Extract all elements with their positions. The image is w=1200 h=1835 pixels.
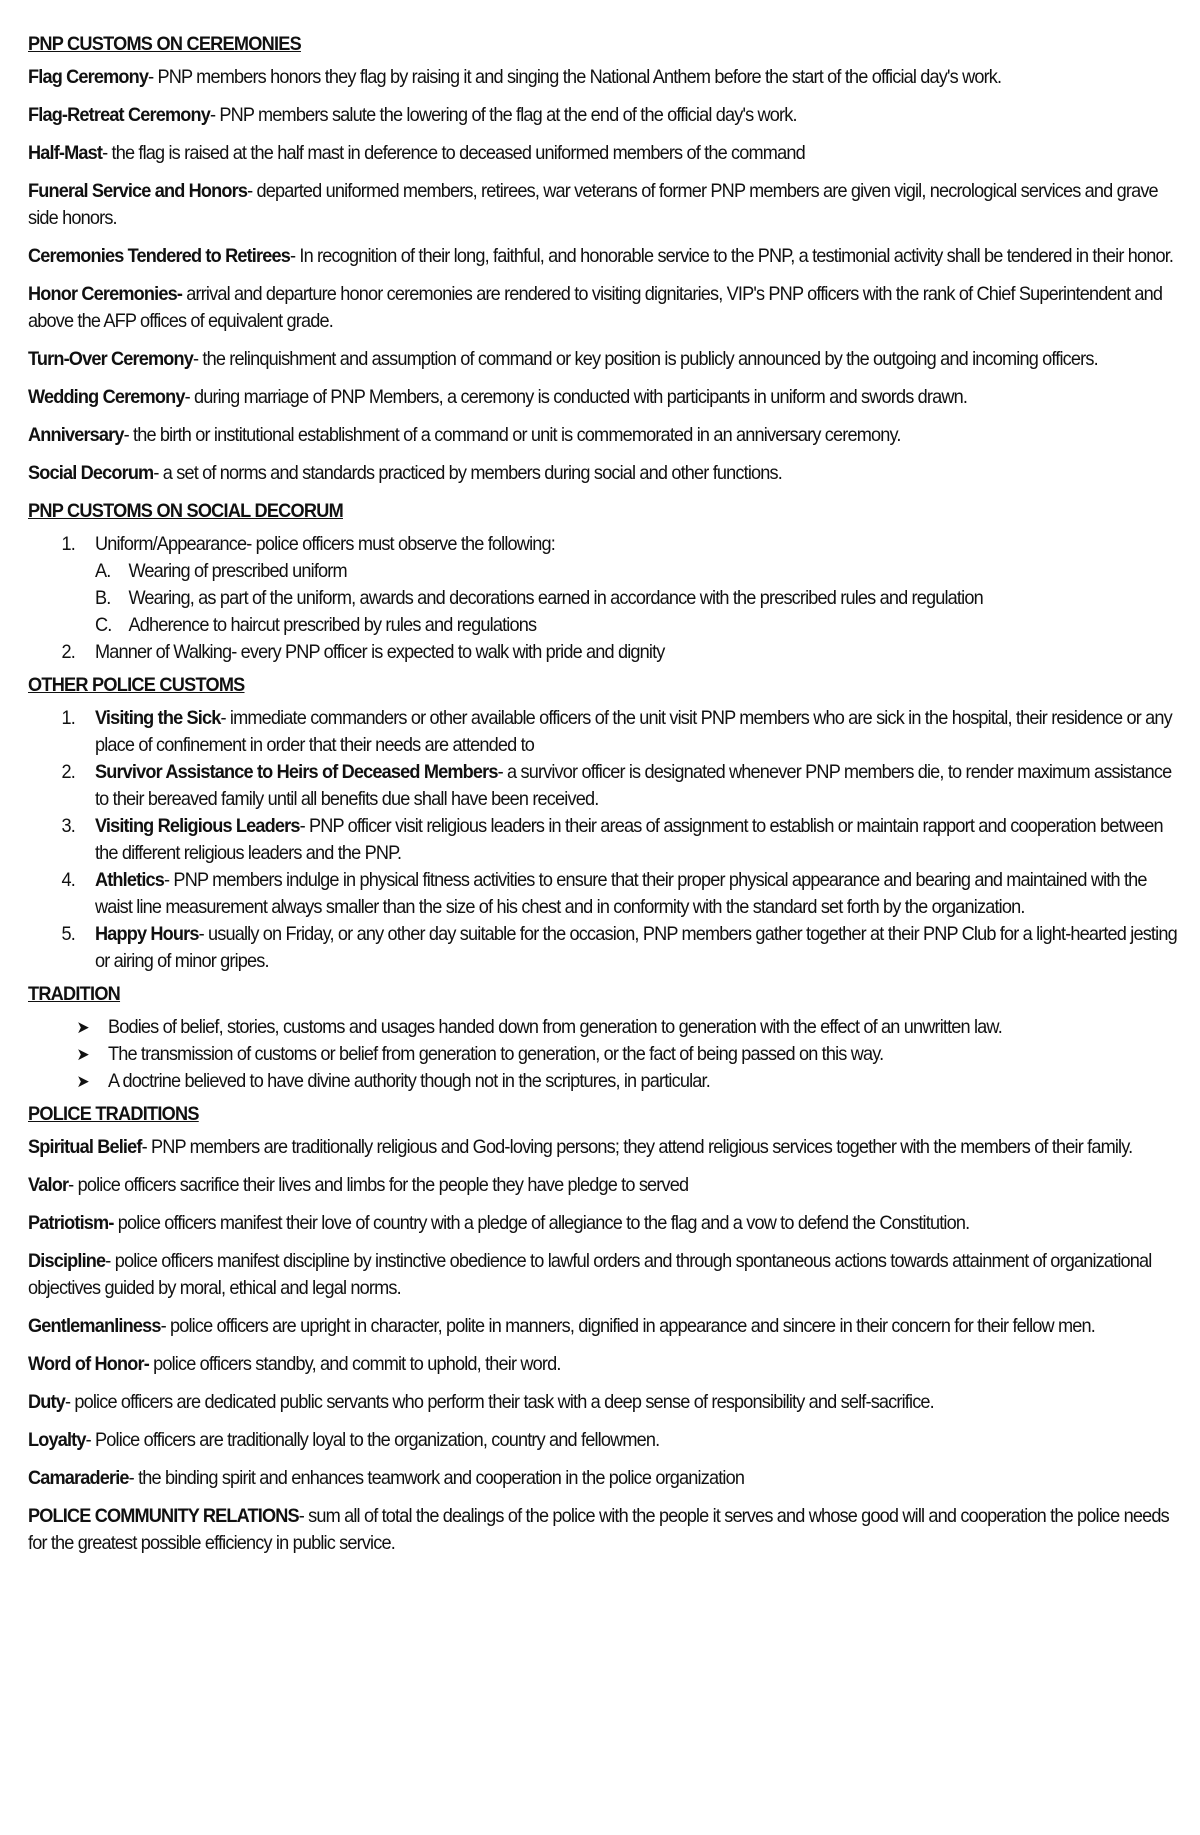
sublist-letter: A. — [94, 560, 111, 582]
entry-term: Valor — [28, 1174, 69, 1196]
ceremony-entry — [28, 281, 1180, 335]
bullet-item — [28, 1041, 1180, 1068]
entry-description: - immediate commanders or other available officers of the unit visit PNP members who are sick in the hospital, their residence or any place of confinement in order that their needs are attended to — [94, 707, 1172, 756]
entry-term: Survivor Assistance to Heirs of Deceased Members — [94, 761, 498, 783]
entry-term: Gentlemanliness — [28, 1315, 161, 1337]
entry-term: Turn-Over Ceremony — [28, 348, 193, 370]
bullet-item — [28, 1014, 1180, 1041]
section-heading-police-traditions: POLICE TRADITIONS — [28, 1103, 199, 1125]
list-number: 2. — [61, 761, 75, 783]
sublist-item-text: Wearing, as part of the uniform, awards and decorations earned in accordance with the prescribed rules and regulation — [128, 587, 983, 609]
list-number: 1. — [61, 707, 75, 729]
entry-term: Social Decorum — [28, 462, 154, 484]
entry-term: Camaraderie — [28, 1467, 129, 1489]
entry-term: Word of Honor- — [28, 1353, 149, 1375]
entry-term: Funeral Service and Honors — [28, 180, 248, 202]
entry-term: Flag-Retreat Ceremony — [28, 104, 210, 126]
entry-description: - PNP members honors they flag by raising it and singing the National Anthem before the start of the official day's work. — [148, 66, 1002, 88]
tradition-entry — [28, 1427, 1180, 1454]
entry-description: - PNP members indulge in physical fitness activities to ensure that their proper physical appearance and bearing and maintained with the waist line measurement always smaller than the size of his chest and in conformity with the standard set forth by the organization. — [94, 869, 1147, 918]
list-item — [28, 639, 1180, 666]
entry-description: - the flag is raised at the half mast in deference to deceased uniformed members of the command — [102, 142, 805, 164]
tradition-entry — [28, 1210, 1180, 1237]
sublist-item-text: Wearing of prescribed uniform — [128, 560, 347, 582]
bullet-item-text: The transmission of customs or belief from generation to generation, or the fact of being passed on this way. — [107, 1043, 884, 1065]
bullet-item-text: A doctrine believed to have divine authority though not in the scriptures, in particular. — [107, 1070, 710, 1092]
entry-term: Discipline — [28, 1250, 106, 1272]
list-item — [28, 759, 1180, 813]
entry-term: Spiritual Belief — [28, 1136, 142, 1158]
list-number: 2. — [61, 641, 75, 663]
sublist-item — [95, 612, 1180, 639]
ceremony-entry — [28, 346, 1180, 373]
entry-term: Wedding Ceremony — [28, 386, 185, 408]
list-number: 4. — [61, 869, 75, 891]
tradition-entry — [28, 1503, 1180, 1557]
tradition-entry — [28, 1313, 1180, 1340]
entry-description: - In recognition of their long, faithful, and honorable service to the PNP, a testimonial activity shall be tendered in their honor. — [289, 245, 1174, 267]
sublist-letter: B. — [94, 587, 111, 609]
entry-description: - PNP officer visit religious leaders in their areas of assignment to establish or maintain rapport and cooperation between the different religious leaders and the PNP. — [94, 815, 1163, 864]
bullet-item-text: Bodies of belief, stories, customs and usages handed down from generation to generation with the effect of an unwritten law. — [107, 1016, 1002, 1038]
list-number: 1. — [61, 533, 75, 555]
bullet-item — [28, 1068, 1180, 1095]
ceremony-entry — [28, 140, 1180, 167]
entry-description: police officers manifest their love of country with a pledge of allegiance to the flag and a vow to defend the Constitution. — [113, 1212, 970, 1234]
arrowhead-bullet-icon: ➤ — [76, 1018, 89, 1037]
sublist-letter: C. — [94, 614, 112, 636]
list-item — [28, 531, 1180, 639]
tradition-entry — [28, 1351, 1180, 1378]
ceremony-entry — [28, 64, 1180, 91]
entry-description: - the birth or institutional establishment of a command or unit is commemorated in an anniversary ceremony. — [123, 424, 901, 446]
entry-description: - PNP members are traditionally religious and God-loving persons; they attend religious services together with the members of their family. — [141, 1136, 1133, 1158]
entry-term: Duty — [28, 1391, 65, 1413]
ceremony-entry — [28, 460, 1180, 487]
entry-term: POLICE COMMUNITY RELATIONS — [28, 1505, 299, 1527]
entry-description: - a set of norms and standards practiced by members during social and other functions. — [153, 462, 782, 484]
sublist-item-text: Adherence to haircut prescribed by rules and regulations — [128, 614, 537, 636]
entry-description: - police officers are upright in character, polite in manners, dignified in appearance and sincere in their concern for their fellow men. — [160, 1315, 1095, 1337]
entry-term: Patriotism- — [28, 1212, 114, 1234]
entry-term: Half-Mast — [28, 142, 103, 164]
tradition-list — [28, 1014, 1180, 1095]
ceremony-entry — [28, 178, 1180, 232]
ceremony-entry — [28, 422, 1180, 449]
sublist-item — [95, 558, 1180, 585]
entry-description: - usually on Friday, or any other day suitable for the occasion, PNP members gather together at their PNP Club for a light-hearted jesting or airing of minor gripes. — [94, 923, 1177, 972]
list-item-text: Manner of Walking- every PNP officer is expected to walk with pride and dignity — [94, 641, 665, 663]
entry-term: Visiting the Sick — [94, 707, 221, 729]
entry-term: Athletics — [94, 869, 165, 891]
entry-description: - police officers sacrifice their lives and limbs for the people they have pledge to served — [68, 1174, 689, 1196]
entry-description: - police officers manifest discipline by instinctive obedience to lawful orders and through spontaneous actions towards attainment of organizational objectives guided by moral, ethical and legal norms. — [28, 1250, 1152, 1299]
tradition-entry — [28, 1389, 1180, 1416]
list-item — [28, 921, 1180, 975]
entry-description: arrival and departure honor ceremonies are rendered to visiting dignitaries, VIP's PNP officers with the rank of Chief Superintendent and above the AFP offices of equivalent grade. — [28, 283, 1163, 332]
entry-term: Visiting Religious Leaders — [94, 815, 300, 837]
entry-description: - a survivor officer is designated whenever PNP members die, to render maximum assistance to their bereaved family until all benefits due shall have been received. — [94, 761, 1172, 810]
entry-description: - the relinquishment and assumption of command or key position is publicly announced by the outgoing and incoming officers. — [192, 348, 1098, 370]
list-item — [28, 867, 1180, 921]
document-page — [28, 0, 1180, 1557]
sublist-item — [95, 585, 1180, 612]
ceremony-entry — [28, 243, 1180, 270]
entry-description: - PNP members salute the lowering of the flag at the end of the official day's work. — [209, 104, 797, 126]
list-item — [28, 705, 1180, 759]
arrowhead-bullet-icon: ➤ — [76, 1045, 89, 1064]
entry-description: - sum all of total the dealings of the police with the people it serves and whose good will and cooperation the police needs for the greatest possible efficiency in public service. — [28, 1505, 1169, 1554]
entry-description: police officers standby, and commit to uphold, their word. — [148, 1353, 561, 1375]
list-item — [28, 813, 1180, 867]
entry-description: - police officers are dedicated public servants who perform their task with a deep sense of responsibility and self-sacrifice. — [64, 1391, 934, 1413]
other-customs-list — [28, 705, 1180, 975]
uniform-sublist — [95, 558, 1180, 639]
section-heading-tradition: TRADITION — [28, 983, 121, 1005]
tradition-entry — [28, 1465, 1180, 1492]
section-heading-other-customs: OTHER POLICE CUSTOMS — [28, 674, 245, 696]
list-number: 3. — [61, 815, 75, 837]
list-number: 5. — [61, 923, 75, 945]
entry-term: Loyalty — [28, 1429, 86, 1451]
ceremony-entry — [28, 102, 1180, 129]
entry-term: Ceremonies Tendered to Retirees — [28, 245, 290, 267]
list-item-text: Uniform/Appearance- police officers must observe the following: — [94, 533, 555, 555]
entry-description: - during marriage of PNP Members, a ceremony is conducted with participants in uniform and swords drawn. — [184, 386, 968, 408]
entry-term: Flag Ceremony — [28, 66, 149, 88]
entry-description: - the binding spirit and enhances teamwork and cooperation in the police organization — [128, 1467, 745, 1489]
entry-description: - Police officers are traditionally loyal to the organization, country and fellowmen. — [85, 1429, 660, 1451]
entry-term: Honor Ceremonies- — [28, 283, 183, 305]
section-heading-social-decorum: PNP CUSTOMS ON SOCIAL DECORUM — [28, 500, 343, 522]
ceremony-entry — [28, 384, 1180, 411]
tradition-entry — [28, 1172, 1180, 1199]
tradition-entry — [28, 1248, 1180, 1302]
section-heading-ceremonies: PNP CUSTOMS ON CEREMONIES — [28, 33, 301, 55]
social-decorum-list — [28, 531, 1180, 666]
entry-term: Happy Hours — [94, 923, 199, 945]
arrowhead-bullet-icon: ➤ — [76, 1072, 89, 1091]
entry-description: - departed uniformed members, retirees, war veterans of former PNP members are given vigil, necrological services and grave side honors. — [28, 180, 1158, 229]
entry-term: Anniversary — [28, 424, 124, 446]
tradition-entry — [28, 1134, 1180, 1161]
